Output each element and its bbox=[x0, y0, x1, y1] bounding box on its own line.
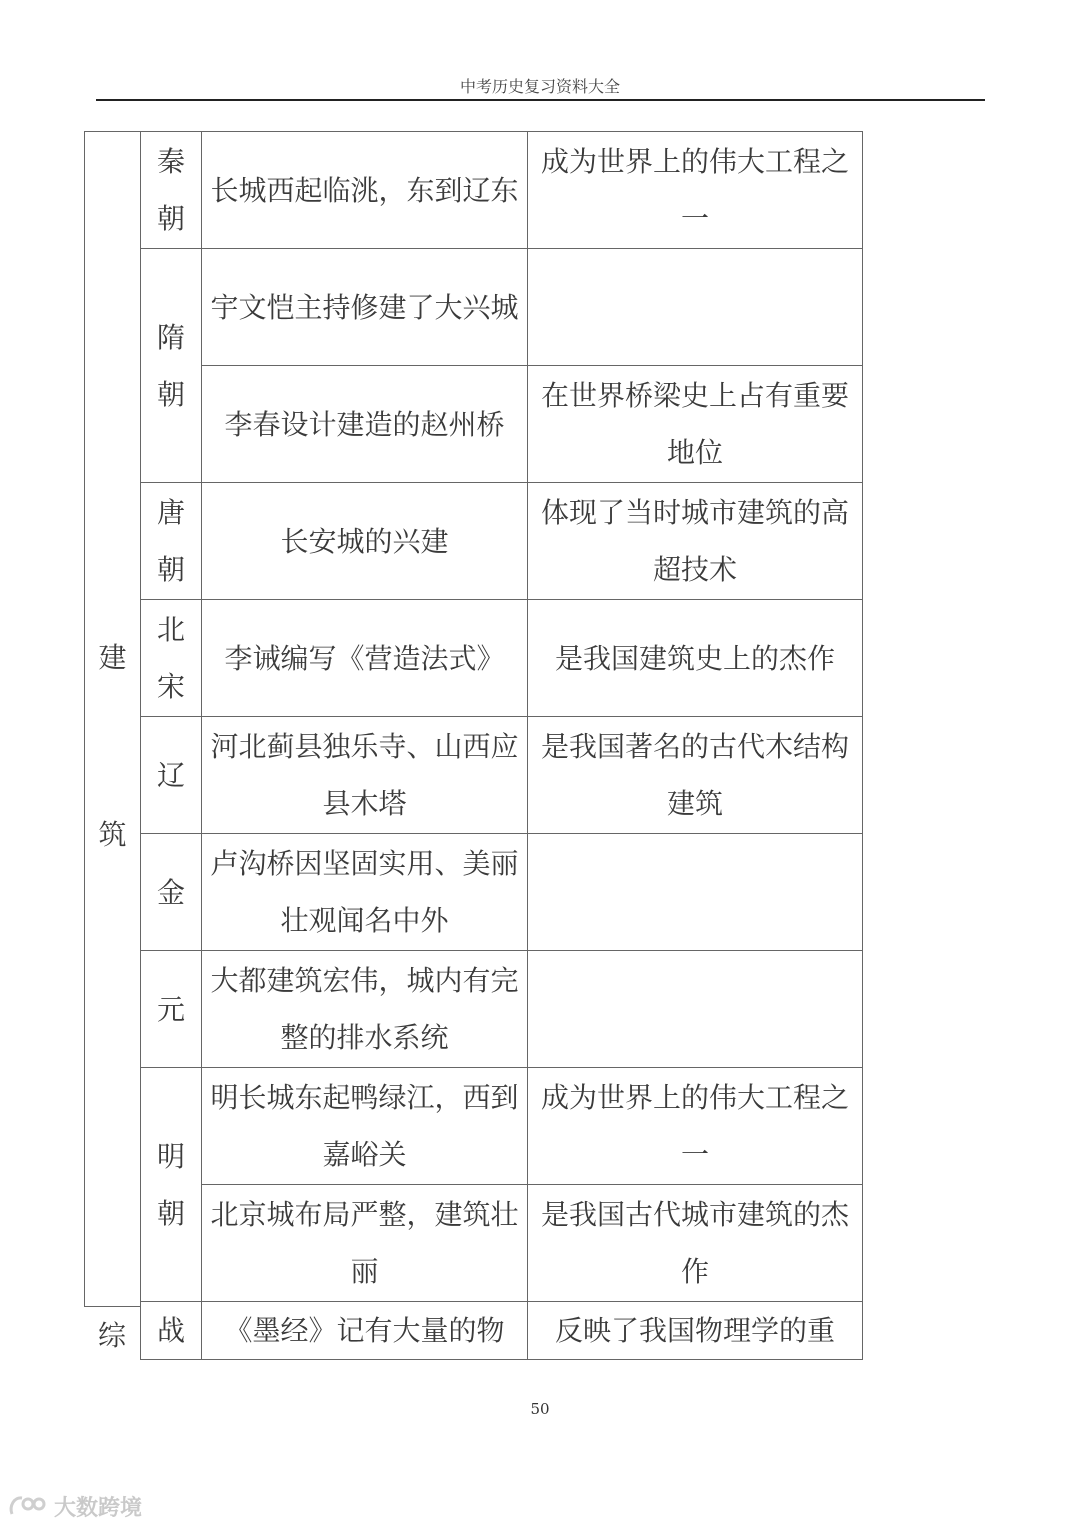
dynasty-cell: 金 bbox=[141, 834, 202, 951]
achievement-cell: 李春设计建造的赵州桥 bbox=[202, 366, 528, 483]
significance-cell bbox=[528, 951, 863, 1068]
category-char: 建 bbox=[98, 640, 127, 674]
dynasty-cell: 战 bbox=[141, 1302, 202, 1360]
table-row bbox=[85, 132, 863, 249]
table-row bbox=[85, 600, 863, 717]
achievement-cell: 李诫编写《营造法式》 bbox=[202, 600, 528, 717]
dynasty-cell: 隋朝 bbox=[141, 249, 202, 483]
watermark-text: 大数跨境 bbox=[54, 1495, 143, 1521]
significance-cell: 体现了当时城市建筑的高超技术 bbox=[528, 483, 863, 600]
category-char: 筑 bbox=[98, 817, 127, 851]
table-row bbox=[85, 717, 863, 834]
achievement-cell: 卢沟桥因坚固实用、美丽壮观闻名中外 bbox=[202, 834, 528, 951]
table-row bbox=[85, 951, 863, 1068]
table-row bbox=[85, 1185, 863, 1302]
table-row bbox=[85, 366, 863, 483]
dynasty-cell: 北宋 bbox=[141, 600, 202, 717]
achievement-cell: 北京城布局严整，建筑壮丽 bbox=[202, 1185, 528, 1302]
header-divider bbox=[96, 99, 985, 101]
achievement-cell: 《墨经》记有大量的物 bbox=[202, 1302, 528, 1360]
table-row bbox=[85, 249, 863, 366]
achievement-cell: 大都建筑宏伟，城内有完整的排水系统 bbox=[202, 951, 528, 1068]
significance-cell: 成为世界上的伟大工程之一 bbox=[528, 132, 863, 249]
achievement-cell: 长安城的兴建 bbox=[202, 483, 528, 600]
architecture-table bbox=[84, 131, 863, 1360]
page-header-title: 中考历史复习资料大全 bbox=[459, 77, 620, 96]
table-row bbox=[85, 834, 863, 951]
significance-cell: 成为世界上的伟大工程之一 bbox=[528, 1068, 863, 1185]
category-cell-architecture bbox=[85, 132, 141, 1360]
category-next-label: 综 bbox=[84, 1306, 140, 1363]
table-row bbox=[85, 483, 863, 600]
dynasty-cell: 秦朝 bbox=[141, 132, 202, 249]
table-row bbox=[85, 1302, 863, 1360]
dynasty-cell: 辽 bbox=[141, 717, 202, 834]
dynasty-cell: 明朝 bbox=[141, 1068, 202, 1302]
achievement-cell: 明长城东起鸭绿江，西到嘉峪关 bbox=[202, 1068, 528, 1185]
significance-cell: 是我国著名的古代木结构建筑 bbox=[528, 717, 863, 834]
achievement-cell: 河北蓟县独乐寺、山西应县木塔 bbox=[202, 717, 528, 834]
watermark bbox=[8, 1489, 142, 1523]
dynasty-cell: 唐朝 bbox=[141, 483, 202, 600]
significance-cell bbox=[528, 249, 863, 366]
significance-cell bbox=[528, 834, 863, 951]
significance-cell: 在世界桥梁史上占有重要地位 bbox=[528, 366, 863, 483]
significance-cell: 是我国古代城市建筑的杰作 bbox=[528, 1185, 863, 1302]
table-row bbox=[85, 1068, 863, 1185]
significance-cell: 是我国建筑史上的杰作 bbox=[528, 600, 863, 717]
page-number: 50 bbox=[530, 1400, 550, 1418]
dynasty-cell: 元 bbox=[141, 951, 202, 1068]
achievement-cell: 长城西起临洮，东到辽东 bbox=[202, 132, 528, 249]
significance-cell: 反映了我国物理学的重 bbox=[528, 1302, 863, 1360]
logo-icon bbox=[8, 1492, 48, 1520]
achievement-cell: 宇文恺主持修建了大兴城 bbox=[202, 249, 528, 366]
